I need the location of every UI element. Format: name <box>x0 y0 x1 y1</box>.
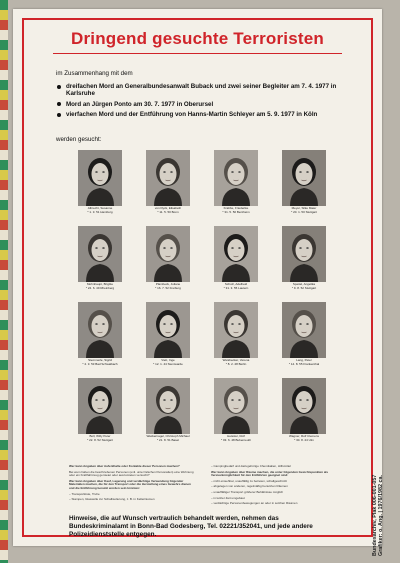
wanted-person-card <box>77 378 123 451</box>
person-name: von Dyck, Elisabeth <box>154 206 182 210</box>
wanted-person-card <box>77 226 123 299</box>
person-name: Albrecht, Susanne <box>87 206 113 210</box>
person-detail: * 8. 2. 48 Berlin <box>225 362 247 367</box>
person-detail: * 4. 3. 53 Bad Schwalbach <box>82 362 118 367</box>
wanted-person-card <box>213 378 259 451</box>
wanted-person-card <box>281 150 327 223</box>
person-name: Wackernagel, Christoph Michael <box>146 434 190 438</box>
person-detail: * 14. 8. 55 Frankenthal <box>288 362 320 367</box>
questions-right <box>211 465 339 508</box>
wanted-person-card <box>145 150 191 223</box>
person-name: Viett, Inge <box>161 358 175 362</box>
question-text: Wer kann Angaben über Aufenthalte oder Kontakte dieser Personen machen? <box>69 464 180 468</box>
wanted-person-card <box>281 378 327 451</box>
person-name: Speitel, Angelika <box>292 282 316 286</box>
person-detail: * 11. 5. 50 Bonn <box>157 210 179 215</box>
person-detail: * 31. 5. 50 Bentheim <box>222 210 250 215</box>
archive-line: Grafiker: o. Ang. | 1976/1982 ca. <box>378 474 384 556</box>
wanted-person-card <box>213 302 259 375</box>
portrait-photo <box>146 378 190 434</box>
person-detail: * 20. 1. 50 Stuttgart <box>291 210 317 215</box>
question-detail: – verdächtige Personenbewegungen an oder in solchen Räumen <box>211 501 298 506</box>
person-name: Plambeck, Juliane <box>155 282 181 286</box>
portrait-photo <box>214 302 258 358</box>
person-detail: * 22. 8. 52 Stuttgart <box>87 438 113 443</box>
crime-item: vierfachen Mord und der Entführung von Hanns-Martin Schleyer am 5. 9. 1977 in Köln <box>56 111 356 118</box>
person-detail: * 30. 8. 44 Ulm <box>294 438 314 443</box>
portrait-photo <box>146 150 190 206</box>
wanted-person-card <box>77 150 123 223</box>
question-detail: – Campingbedarf und dazugehörige Chemikalien, Hilfsmittel <box>211 464 291 468</box>
portrait-photo <box>146 302 190 358</box>
question-detail: Bei wem haben die beschriebenen Personen (evtl. unter falschen Personalien) eine Wohnung oder ein Kraftfahrzeug gemietet oder auszumieten versucht? <box>69 469 194 478</box>
portrait-photo <box>146 226 190 282</box>
question-text: Wer kann Angaben über Kauf, Lagerung und verdächtige Verwendung folgender Materialien machen, die für den Transport oder die Herstellung eines Gewehrs dienen und die Entführung benutzt worden sein könnten: <box>69 478 191 490</box>
wanted-person-card <box>213 150 259 223</box>
photo-grid <box>77 150 327 451</box>
person-name: Schulz, Adelheid <box>224 282 248 286</box>
wanted-person-card <box>77 302 123 375</box>
portrait-photo <box>214 226 258 282</box>
person-name: Stemmerle, Sigrid <box>88 358 112 362</box>
person-detail: * 03. 6. 48 Bubenreuth <box>220 438 252 443</box>
person-name: Meyer, Silke Maier <box>291 206 317 210</box>
question-detail: – nicht einsehbar, unauffällig zu betreten, schallgeschützt <box>211 478 287 483</box>
wanted-poster <box>13 9 382 546</box>
person-name: Mohnhaupt, Brigitte <box>86 282 113 286</box>
portrait-photo <box>282 378 326 434</box>
portrait-photo <box>214 150 258 206</box>
crime-list <box>56 83 356 122</box>
color-calibration-strip <box>0 0 8 563</box>
portrait-photo <box>78 226 122 282</box>
person-detail: * 1. 3. 51 Hamburg <box>87 210 113 215</box>
person-detail: * 31. 3. 55 Lautern <box>223 286 249 291</box>
crime-item: Mord an Jürgen Ponto am 30. 7. 1977 in Oberursel <box>56 101 356 108</box>
portrait-photo <box>282 150 326 206</box>
person-detail: * 24. 6. 49 Rheinberg <box>85 286 115 291</box>
person-name: Heissler, Rolf <box>227 434 245 438</box>
question-detail: – Stampen, Glaswolle zur Schallisolierung, z. B. in Kellerräumen <box>69 497 155 502</box>
archive-text <box>372 475 384 556</box>
portrait-photo <box>214 378 258 434</box>
intro-text: im Zusammenhang mit dem <box>56 70 133 77</box>
questions-left <box>69 465 197 508</box>
portrait-photo <box>282 302 326 358</box>
person-name: Weisbecker, Verena <box>222 358 250 362</box>
wanted-intro: werden gesucht: <box>56 136 102 143</box>
portrait-photo <box>282 226 326 282</box>
question-text: Wer kann Angaben über Räume machen, die unter folgenden Gesichtspunkten als Versteckmöglichkeit für den Entführten geeignet sind: <box>211 469 329 478</box>
wanted-person-card <box>281 226 327 299</box>
portrait-photo <box>78 150 122 206</box>
question-detail: – in letzter Zeit umgebaut <box>211 495 245 500</box>
portrait-photo <box>78 302 122 358</box>
person-name: Boll, Willy Peter <box>89 434 111 438</box>
person-name: Wagner, Rolf Clemens <box>289 434 319 438</box>
crime-item: dreifachen Mord an Generalbundesanwalt Buback und zwei seiner Begleiter am 7. 4. 1977 in Karlsruhe <box>56 83 356 98</box>
question-detail: – Transportkiste, Truhe <box>69 491 100 496</box>
question-detail: – abgelegen von anderen, regelmäßig benutzten Räumen <box>211 484 288 489</box>
question-detail: – unauffälliger Transport größerer Behältnisse möglich <box>211 489 284 494</box>
person-detail: * 12. 1. 44 Stemwarde <box>153 362 183 367</box>
wanted-person-card <box>145 302 191 375</box>
title-rule <box>53 53 342 54</box>
archive-line: Bundesarchiv, Plak 006-001-057 <box>372 474 378 556</box>
portrait-photo <box>78 378 122 434</box>
person-detail: * 9. 8. 52 Stuttgart <box>291 286 317 291</box>
wanted-person-card <box>281 302 327 375</box>
questions-columns <box>69 465 339 508</box>
person-name: Lang, Peter <box>296 358 312 362</box>
person-detail: * 21. 8. 51 Basel <box>156 438 179 443</box>
wanted-person-card <box>145 378 191 451</box>
archive-label <box>372 420 400 560</box>
poster-title: Dringend gesuchte Terroristen <box>71 29 324 48</box>
wanted-person-card <box>145 226 191 299</box>
contact-notice: Hinweise, die auf Wunsch vertraulich behandelt werden, nehmen das Bundeskriminalamt in Bonn-Bad Godesberg, Tel. 02221/352041, und jede andere Polizeidienststelle entgegen. <box>69 515 313 538</box>
person-detail: * 16. 7. 52 Freiburg <box>155 286 181 291</box>
wanted-person-card <box>213 226 259 299</box>
person-name: Krabbe, Friederike <box>223 206 249 210</box>
